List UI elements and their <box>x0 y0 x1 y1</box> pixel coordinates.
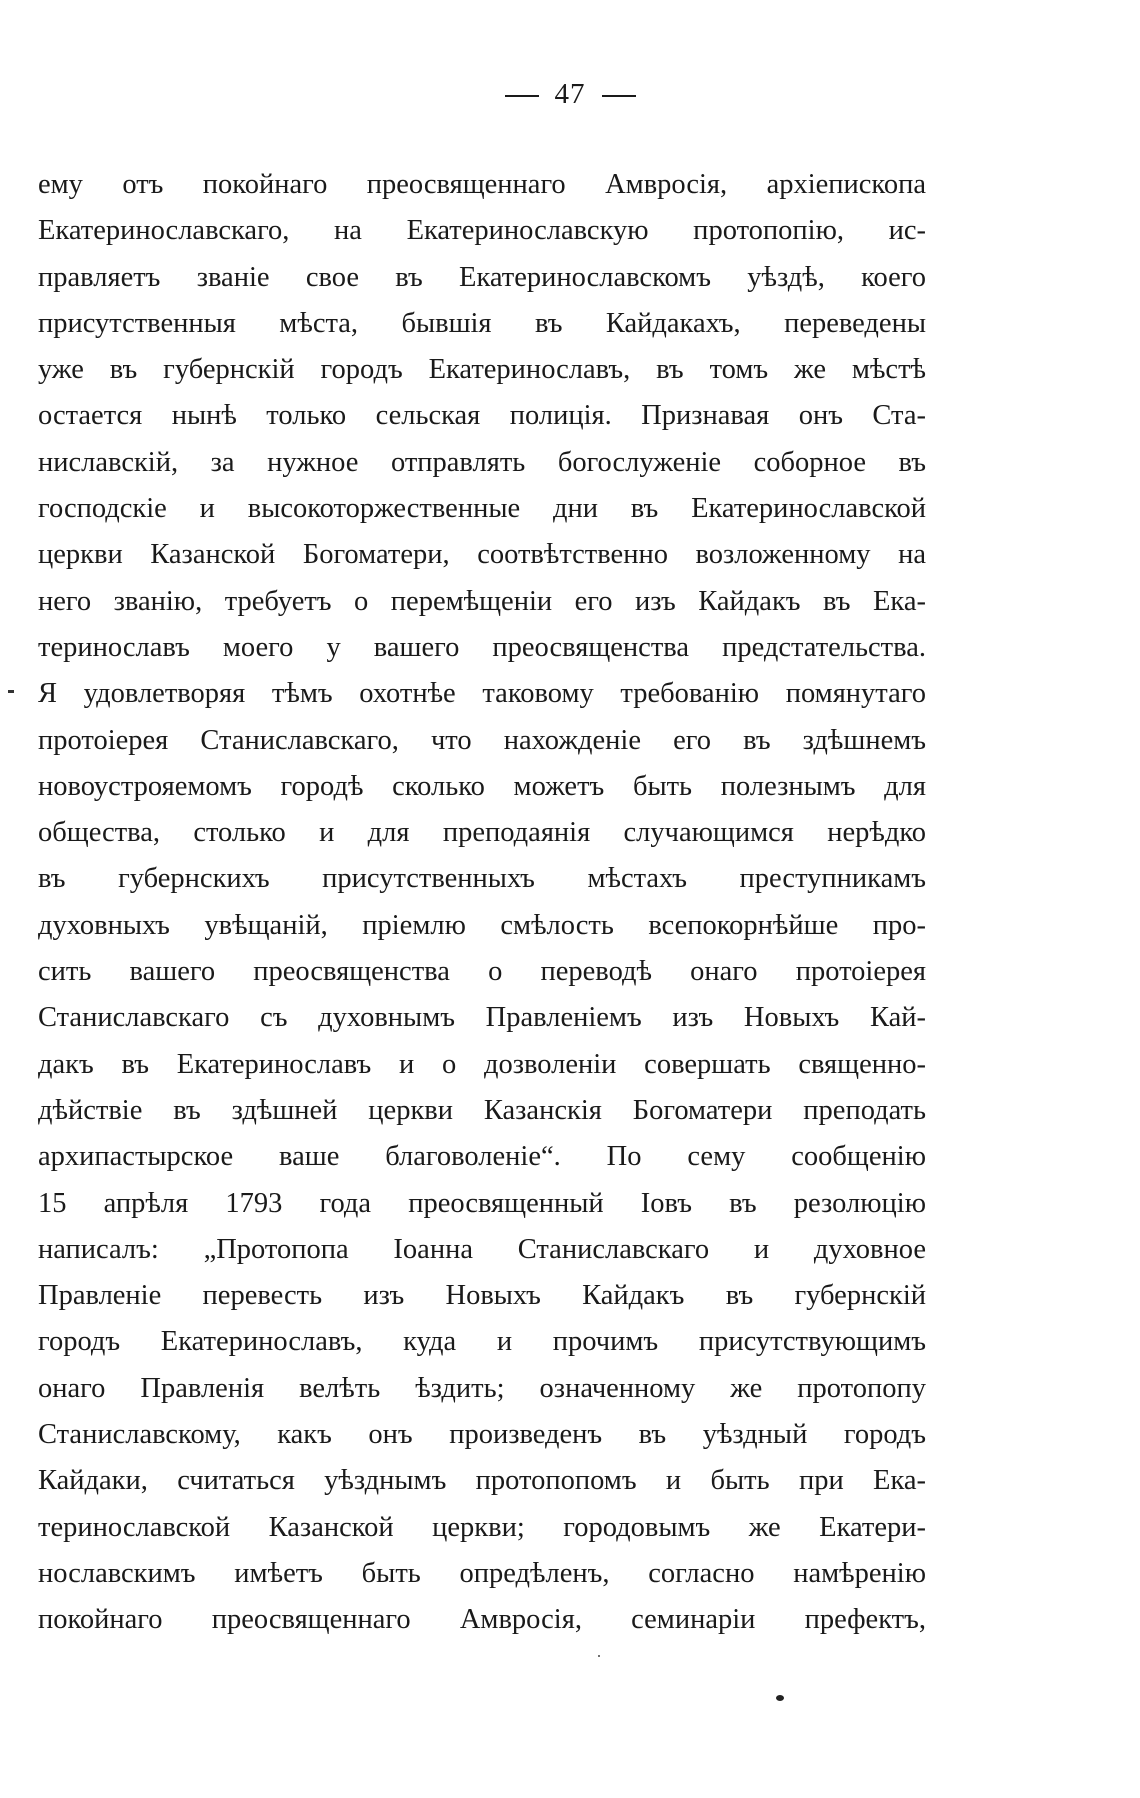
text-line: него званію, требуетъ о перемѣщеніи его изъ Кайдакъ въ Ека- <box>38 585 926 617</box>
text-line: теринославской Казанской церкви; городовымъ же Екатери- <box>38 1511 926 1543</box>
text-line: дѣйствіе въ здѣшней церкви Казанскія Богоматери преподать <box>38 1094 926 1126</box>
text-line: нославскимъ имѣетъ быть опредѣленъ, согласно намѣренію <box>38 1557 926 1589</box>
text-line: дакъ въ Екатеринославъ и о дозволеніи совершать священно- <box>38 1048 926 1080</box>
text-line: въ губернскихъ присутственныхъ мѣстахъ преступникамъ <box>38 863 926 895</box>
text-line: теринославъ моего у вашего преосвященства предстательства. <box>38 631 926 663</box>
text-line: городъ Екатеринославъ, куда и прочимъ присутствующимъ <box>38 1326 926 1358</box>
text-line: общества, столько и для преподаянія случающимся нерѣдко <box>38 817 926 849</box>
text-line: присутственныя мѣста, бывшія въ Кайдакахъ, переведены <box>38 307 926 339</box>
text-line: покойнаго преосвященнаго Амвросія, семинаріи префектъ, <box>38 1604 926 1636</box>
text-line: уже въ губернскій городъ Екатеринославъ, въ томъ же мѣстѣ <box>38 354 926 386</box>
text-line: Екатеринославскаго, на Екатеринославскую протопопію, ис- <box>38 215 926 247</box>
text-line: протоіерея Станиславскаго, что нахожденіе его въ здѣшнемъ <box>38 724 926 756</box>
text-line: правляетъ званіе свое въ Екатеринославскомъ уѣздѣ, коего <box>38 261 926 293</box>
right-dash <box>602 95 636 97</box>
scan-speck <box>776 1695 784 1701</box>
text-line: архипастырское ваше благоволеніе“. По сему сообщенію <box>38 1141 926 1173</box>
text-line: Кайдаки, считаться уѣзднымъ протопопомъ и быть при Ека- <box>38 1465 926 1497</box>
page-number: 47 <box>554 78 586 110</box>
text-line: ему отъ покойнаго преосвященнаго Амвросія, архіепископа <box>38 169 926 200</box>
text-line: Станиславскаго съ духовнымъ Правленіемъ изъ Новыхъ Кай- <box>38 1002 926 1034</box>
left-dash <box>505 95 539 97</box>
text-line: написалъ: „Протопопа Іоанна Станиславскаго и духовное <box>38 1233 926 1265</box>
page-number-header <box>0 78 1140 111</box>
body-text <box>38 162 926 1644</box>
text-line: новоустрояемомъ городѣ сколько можетъ быть полезнымъ для <box>38 770 926 802</box>
text-line: остается нынѣ только сельская полиція. Признавая онъ Ста- <box>38 400 926 432</box>
text-line: Станиславскому, какъ онъ произведенъ въ уѣздный городъ <box>38 1419 926 1451</box>
text-line: Правленіе перевесть изъ Новыхъ Кайдакъ въ губернскій <box>38 1280 926 1312</box>
text-line: Я удовлетворяя тѣмъ охотнѣе таковому требованію помянутаго <box>38 678 926 710</box>
text-line: сить вашего преосвященства о переводѣ онаго протоіерея <box>38 956 926 988</box>
text-line: 15 апрѣля 1793 года преосвященный Іовъ въ резолюцію <box>38 1187 926 1219</box>
text-line: господскіе и высокоторжественные дни въ Екатеринославской <box>38 493 926 525</box>
scan-speck <box>598 1655 600 1657</box>
text-line: ниславскій, за нужное отправлять богослуженіе соборное въ <box>38 446 926 478</box>
text-line: церкви Казанской Богоматери, соотвѣтственно возложенному на <box>38 539 926 571</box>
text-line: онаго Правленія велѣть ѣздить; означенному же протопопу <box>38 1372 926 1404</box>
margin-mark <box>8 690 14 693</box>
text-line: духовныхъ увѣщаній, пріемлю смѣлость всепокорнѣйше про- <box>38 909 926 941</box>
